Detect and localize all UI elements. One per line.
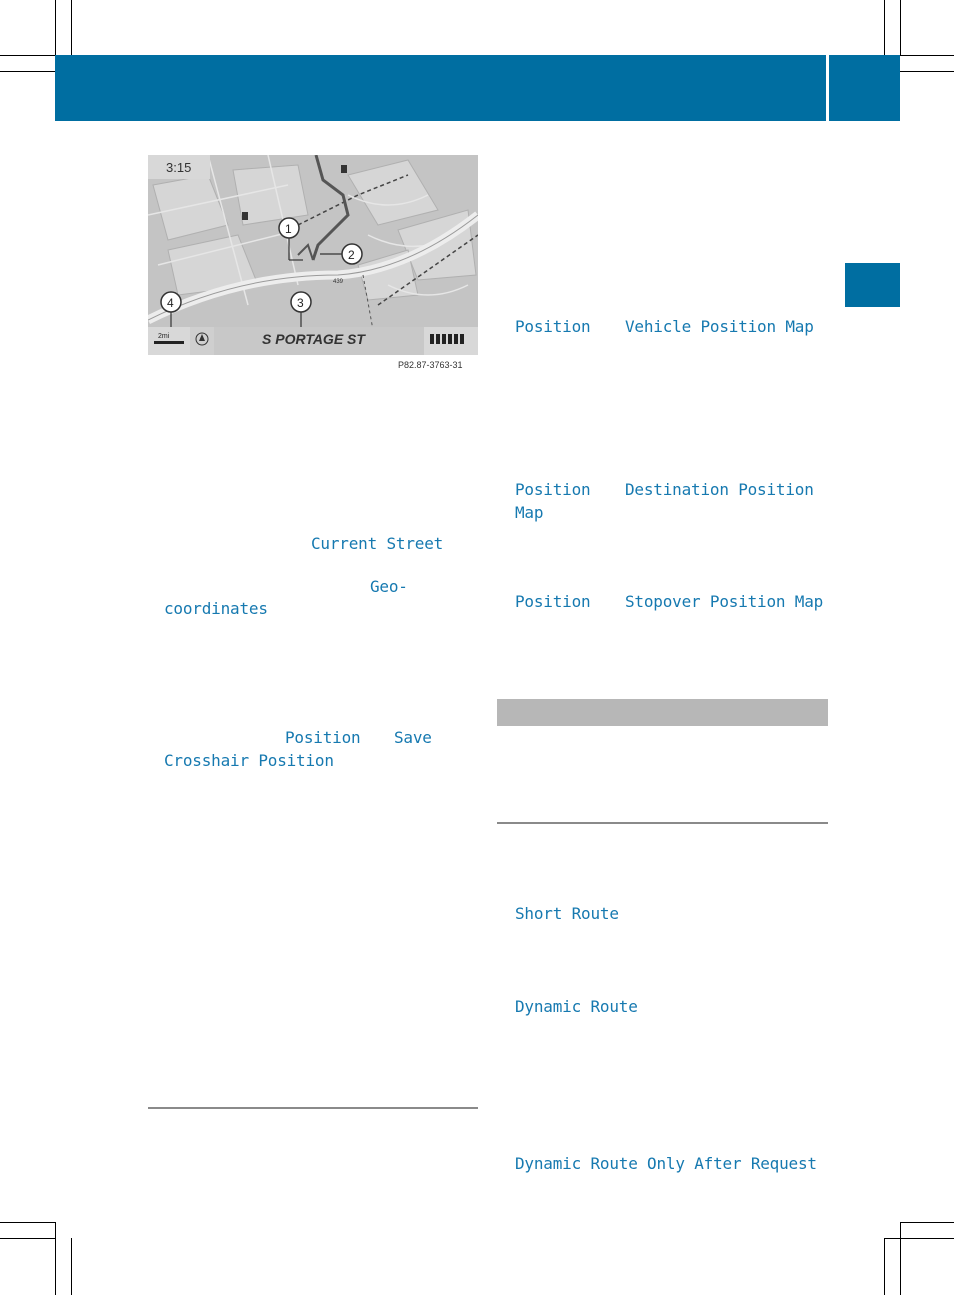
crop-mark: [0, 55, 55, 56]
crop-mark: [900, 1222, 954, 1223]
current-street-name: S PORTAGE ST: [262, 331, 365, 347]
term-destination-position: Destination Position: [625, 480, 814, 499]
callout-1: [279, 218, 299, 238]
map-illustration: [148, 155, 478, 355]
crop-mark: [0, 1222, 55, 1223]
figure-code: P82.87-3763-31: [398, 360, 463, 370]
fuel-station-icon: [341, 165, 347, 173]
crop-mark: [900, 71, 954, 72]
map-scale-bar: [154, 341, 184, 344]
term-save: Save: [394, 728, 432, 747]
section-divider-left: [148, 1107, 478, 1109]
crop-mark: [55, 0, 56, 55]
term-stopover-position-map: Stopover Position Map: [625, 592, 824, 611]
svg-text:4: 4: [167, 296, 174, 310]
term-short-route: Short Route: [515, 904, 619, 923]
header-bar: [55, 55, 900, 121]
map-figure: [148, 155, 478, 355]
svg-text:1: 1: [285, 222, 292, 236]
term-map: Map: [515, 503, 544, 522]
crop-mark: [884, 0, 885, 55]
term-current-street: Current Street: [311, 534, 444, 553]
term-position: Position: [515, 592, 591, 611]
section-heading-band: [497, 699, 828, 726]
map-scale-label: 2mi: [158, 333, 170, 340]
term-coordinates: coordinates: [164, 599, 268, 618]
crop-mark: [900, 55, 954, 56]
fuel-station-icon: [242, 212, 248, 220]
section-divider-right: [497, 822, 828, 824]
road-number-label: 439: [333, 279, 344, 285]
crop-mark: [900, 1222, 901, 1295]
term-crosshair-position: Crosshair Position: [164, 751, 334, 770]
map-time: 3:15: [166, 160, 192, 175]
term-dynamic-route: Dynamic Route: [515, 997, 638, 1016]
term-position: Position: [285, 728, 361, 747]
chapter-tab: [845, 263, 900, 307]
callout-4: [161, 292, 181, 312]
header-divider: [826, 55, 829, 121]
svg-text:2: 2: [348, 248, 355, 262]
term-position: Position: [515, 317, 591, 336]
term-position: Position: [515, 480, 591, 499]
crop-mark: [71, 1238, 72, 1295]
term-vehicle-position-map: Vehicle Position Map: [625, 317, 814, 336]
term-dynamic-route-only-after-request: Dynamic Route Only After Request: [515, 1154, 817, 1173]
crop-mark: [71, 0, 72, 55]
callout-3: [291, 292, 311, 312]
svg-text:3: 3: [297, 296, 304, 310]
crop-mark: [884, 1238, 885, 1295]
crop-mark: [0, 1238, 55, 1239]
callout-2: [342, 244, 362, 264]
crop-mark: [884, 1238, 954, 1239]
term-geo: Geo-: [370, 577, 408, 596]
crop-mark: [900, 0, 901, 55]
crop-mark: [0, 71, 55, 72]
crop-mark: [55, 1222, 56, 1295]
